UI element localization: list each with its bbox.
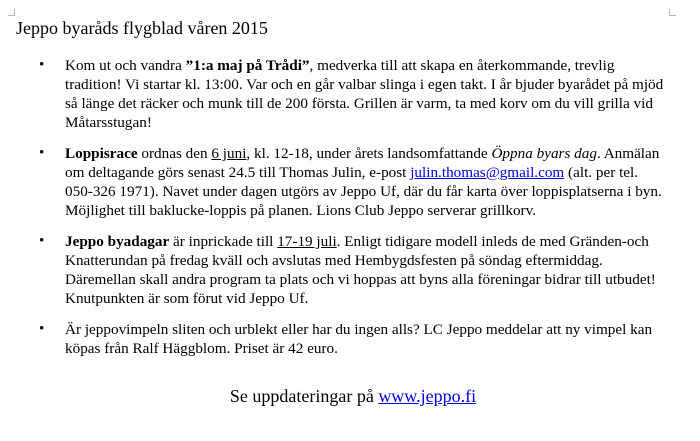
page-corner-mark-top-left xyxy=(8,9,15,16)
document-title: Jeppo byaråds flygblad våren 2015 xyxy=(16,18,268,38)
text-run: . Enligt tidigare modell inleds de med Gränden-och Knatterundan på fredag kväll och avslutas med Hembygdsfesten på söndag eftermiddag. Däremellan skall andra program ta plats och vi hoppas att byns alla föreningar bidrar till utbudet! Knutpunkten är som förut vid Jeppo Uf. xyxy=(65,233,656,307)
bullet-icon: • xyxy=(39,145,45,161)
text-run: är inprickade till xyxy=(169,233,278,250)
text-run: , kl. 12-18, under årets landsomfattande xyxy=(246,145,492,162)
text-run: Är jeppovimpeln sliten och urblekt eller har du ingen alls? LC Jeppo meddelar att ny vimpel kan köpas från Ralf Häggblom. Priset är 42 euro. xyxy=(65,321,653,357)
website-link[interactable]: www.jeppo.fi xyxy=(378,386,477,406)
bullet-item-loppisrace xyxy=(0,144,665,220)
bullet-text xyxy=(65,232,665,308)
bullet-item-byadagar xyxy=(0,232,665,308)
bullet-icon: • xyxy=(39,57,45,73)
footer-text: Se uppdateringar på xyxy=(229,386,379,406)
page-corner-mark-top-right xyxy=(669,9,676,16)
bullet-text xyxy=(65,144,665,220)
event-name: Jeppo byadagar xyxy=(65,233,170,250)
event-title-italic: Öppna byars dag xyxy=(491,145,597,162)
bullet-text xyxy=(65,56,665,132)
text-run: . Anmälan om deltagande görs senast 24.5 till Thomas Julin, e-post xyxy=(65,145,660,181)
bullet-item-walk xyxy=(0,56,665,132)
bullet-text xyxy=(65,320,665,358)
bullet-item-vimpel xyxy=(0,320,665,358)
bullet-list xyxy=(0,56,700,370)
email-link[interactable]: julin.thomas@gmail.com xyxy=(410,164,565,181)
footer-updates xyxy=(0,385,700,407)
event-name: Loppisrace xyxy=(65,145,138,162)
event-date: 6 juni xyxy=(211,145,247,162)
bullet-icon: • xyxy=(39,321,45,337)
text-run: Kom ut och vandra xyxy=(65,57,186,74)
text-run: (alt. per tel. 050-326 1971). Navet under dagen utgörs av Jeppo Uf, där du får karta över loppisplatserna i byn. Möjlighet till baklucke-loppis på planen. Lions Club Jeppo serverar grillkorv. xyxy=(65,164,662,219)
text-run: ordnas den xyxy=(137,145,212,162)
bullet-icon: • xyxy=(39,233,45,249)
text-run: , medverka till att skapa en återkommande, trevlig tradition! Vi startar kl. 13:00. Var och en går valbar slinga i egen takt. I år bjuder byarådet på mjöd så länge det räcker och munk till de 200 första. Grillen är varm, ta med korv om du vill grilla vid Måtarsstugan! xyxy=(65,57,664,131)
event-name: ”1:a maj på Trådi” xyxy=(185,57,310,74)
event-date: 17-19 juli xyxy=(277,233,337,250)
